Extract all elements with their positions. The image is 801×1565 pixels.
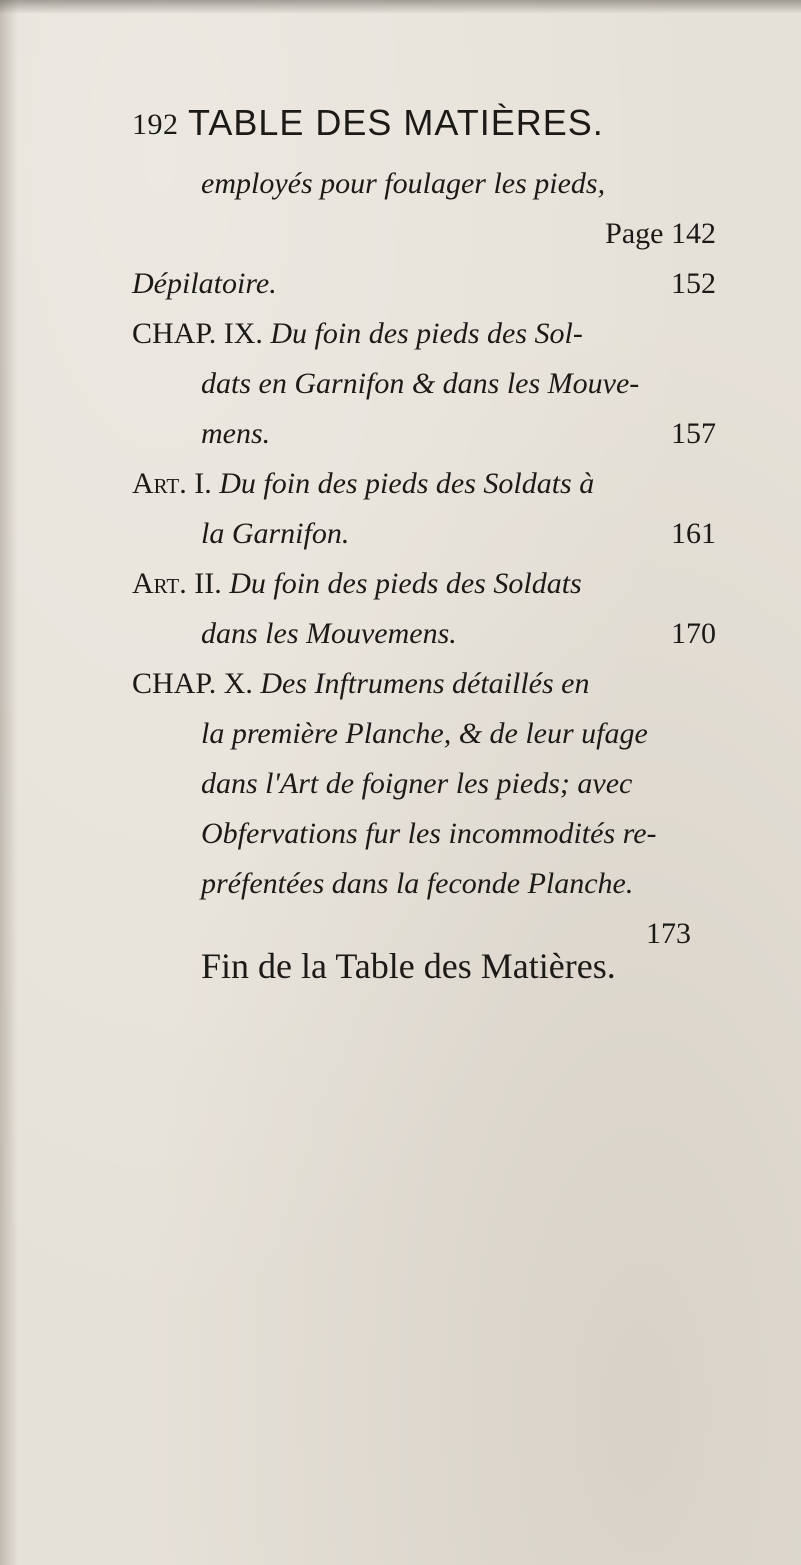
page-number: 192: [132, 108, 179, 141]
page-top-shadow: [0, 0, 801, 14]
entry-page-ref: 170: [671, 617, 716, 650]
chapter-label: CHAP. IX.: [132, 317, 263, 350]
entry-page-ref: 157: [671, 417, 716, 450]
chapter-title-text: Du foin des pieds des Sol-: [270, 317, 583, 350]
page-left-shadow: [0, 0, 18, 1565]
chapter-10-heading: [132, 664, 589, 704]
entry-page-ref: 161: [671, 517, 716, 550]
article-title-line: dans les Mouvemens.: [201, 617, 457, 650]
article-1-heading: [132, 464, 594, 504]
chapter-9-heading: [132, 314, 583, 354]
entry-page-ref: Page 142: [605, 217, 716, 250]
running-header: [132, 102, 732, 152]
end-of-table-note: Fin de la Table des Matières.: [201, 946, 616, 986]
page-title: TABLE DES MATIÈRES.: [188, 102, 604, 143]
chapter-title-line: dats en Garnifon & dans les Mouve-: [201, 367, 640, 400]
chapter-title-line: préfentées dans la feconde Planche.: [201, 867, 634, 900]
entry-continuation-line: employés pour foulager les pieds,: [201, 167, 606, 200]
chapter-label: CHAP. X.: [132, 667, 253, 700]
article-title-text: Du foin des pieds des Soldats à: [219, 467, 595, 500]
entry-depilatoire: Dépilatoire.: [132, 267, 277, 300]
chapter-title-line: dans l'Art de foigner les pieds; avec: [201, 767, 633, 800]
article-title-line: la Garnifon.: [201, 517, 350, 550]
article-label: Art. I.: [132, 467, 212, 500]
article-2-heading: [132, 564, 582, 604]
chapter-title-line: la première Planche, & de leur ufage: [201, 717, 648, 750]
chapter-title-line: mens.: [201, 417, 271, 450]
entry-page-ref: 152: [671, 267, 716, 300]
chapter-title-text: Des Inftrumens détaillés en: [260, 667, 590, 700]
article-label: Art. II.: [132, 567, 222, 600]
article-title-text: Du foin des pieds des Soldats: [229, 567, 582, 600]
entry-page-ref: 173: [646, 917, 691, 950]
chapter-title-line: Obfervations fur les incommodités re-: [201, 817, 657, 850]
